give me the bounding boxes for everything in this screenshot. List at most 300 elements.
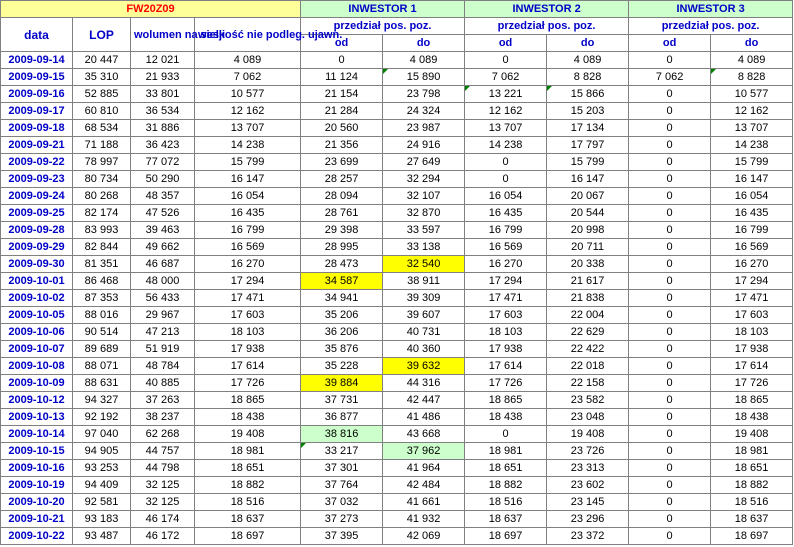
inwestor-3-do-cell[interactable]: 16 799 — [711, 222, 793, 239]
inwestor-2-od-cell[interactable]: 0 — [465, 426, 547, 443]
lop-cell[interactable]: 86 468 — [73, 273, 131, 290]
date-cell[interactable]: 2009-10-22 — [1, 528, 73, 545]
inwestor-2-do-cell[interactable]: 21 838 — [547, 290, 629, 307]
inwestor-2-od-cell[interactable]: 17 726 — [465, 375, 547, 392]
lop-cell[interactable]: 81 351 — [73, 256, 131, 273]
inwestor-2-do-cell[interactable]: 23 582 — [547, 392, 629, 409]
inwestor-3-od-cell[interactable]: 0 — [629, 290, 711, 307]
inwestor-1-do-cell[interactable]: 24 324 — [383, 103, 465, 120]
inwestor-2-do-cell[interactable]: 20 998 — [547, 222, 629, 239]
inwestor-3-od-cell[interactable]: 0 — [629, 392, 711, 409]
inwestor-1-do-cell[interactable]: 37 962 — [383, 443, 465, 460]
lop-cell[interactable]: 35 310 — [73, 69, 131, 86]
inwestor-3-od-cell[interactable]: 0 — [629, 86, 711, 103]
inwestor-2-od-cell[interactable]: 7 062 — [465, 69, 547, 86]
volume-cell[interactable]: 37 263 — [131, 392, 195, 409]
inwestor-3-do-cell[interactable]: 17 614 — [711, 358, 793, 375]
inwestor-3-od-cell[interactable]: 0 — [629, 103, 711, 120]
inwestor-2-do-cell[interactable]: 20 067 — [547, 188, 629, 205]
inwestor-3-do-cell[interactable]: 18 865 — [711, 392, 793, 409]
threshold-cell[interactable]: 17 294 — [195, 273, 301, 290]
threshold-cell[interactable]: 18 516 — [195, 494, 301, 511]
lop-cell[interactable]: 89 689 — [73, 341, 131, 358]
lop-cell[interactable]: 97 040 — [73, 426, 131, 443]
volume-cell[interactable]: 47 526 — [131, 205, 195, 222]
inwestor-3-od-cell[interactable]: 0 — [629, 52, 711, 69]
inwestor-2-do-cell[interactable]: 22 422 — [547, 341, 629, 358]
lop-cell[interactable]: 71 188 — [73, 137, 131, 154]
inwestor-1-od-cell[interactable]: 28 761 — [301, 205, 383, 222]
inwestor-3-od-cell[interactable]: 0 — [629, 494, 711, 511]
threshold-cell[interactable]: 18 103 — [195, 324, 301, 341]
lop-cell[interactable]: 93 487 — [73, 528, 131, 545]
date-cell[interactable]: 2009-10-06 — [1, 324, 73, 341]
inwestor-2-do-header[interactable]: do — [547, 35, 629, 52]
threshold-cell[interactable]: 18 981 — [195, 443, 301, 460]
lop-cell[interactable]: 94 905 — [73, 443, 131, 460]
threshold-cell[interactable]: 10 577 — [195, 86, 301, 103]
date-cell[interactable]: 2009-10-21 — [1, 511, 73, 528]
inwestor-1-od-cell[interactable]: 20 560 — [301, 120, 383, 137]
threshold-cell[interactable]: 17 726 — [195, 375, 301, 392]
volume-cell[interactable]: 47 213 — [131, 324, 195, 341]
inwestor-3-do-cell[interactable]: 16 147 — [711, 171, 793, 188]
inwestor-2-od-cell[interactable]: 18 651 — [465, 460, 547, 477]
inwestor-1-od-cell[interactable]: 36 206 — [301, 324, 383, 341]
inwestor-1-od-header[interactable]: od — [301, 35, 383, 52]
inwestor-1-od-cell[interactable]: 21 154 — [301, 86, 383, 103]
inwestor-1-od-cell[interactable]: 37 032 — [301, 494, 383, 511]
inwestor-1-do-cell[interactable]: 41 964 — [383, 460, 465, 477]
inwestor-1-od-cell[interactable]: 37 273 — [301, 511, 383, 528]
threshold-cell[interactable]: 16 270 — [195, 256, 301, 273]
inwestor-1-od-cell[interactable]: 37 301 — [301, 460, 383, 477]
threshold-cell[interactable]: 15 799 — [195, 154, 301, 171]
inwestor-3-od-cell[interactable]: 0 — [629, 120, 711, 137]
threshold-cell[interactable]: 14 238 — [195, 137, 301, 154]
inwestor-3-do-cell[interactable]: 17 471 — [711, 290, 793, 307]
inwestor-3-do-cell[interactable]: 4 089 — [711, 52, 793, 69]
date-cell[interactable]: 2009-10-01 — [1, 273, 73, 290]
inwestor-1-do-cell[interactable]: 4 089 — [383, 52, 465, 69]
inwestor-3-od-cell[interactable]: 0 — [629, 460, 711, 477]
inwestor-2-do-cell[interactable]: 20 338 — [547, 256, 629, 273]
inwestor-2-od-cell[interactable]: 13 221 — [465, 86, 547, 103]
inwestor-3-od-cell[interactable]: 0 — [629, 358, 711, 375]
inwestor-1-do-cell[interactable]: 42 447 — [383, 392, 465, 409]
inwestor-1-do-cell[interactable]: 44 316 — [383, 375, 465, 392]
inwestor-3-do-cell[interactable]: 15 799 — [711, 154, 793, 171]
inwestor-1-od-cell[interactable]: 39 884 — [301, 375, 383, 392]
inwestor-3-do-cell[interactable]: 17 603 — [711, 307, 793, 324]
inwestor-2-do-cell[interactable]: 22 158 — [547, 375, 629, 392]
inwestor-1-do-cell[interactable]: 39 632 — [383, 358, 465, 375]
inwestor-3-od-cell[interactable]: 0 — [629, 477, 711, 494]
inwestor-3-range-header[interactable]: przedział pos. poz. — [629, 18, 793, 35]
date-cell[interactable]: 2009-09-15 — [1, 69, 73, 86]
inwestor-3-od-cell[interactable]: 0 — [629, 528, 711, 545]
inwestor-2-od-cell[interactable]: 18 438 — [465, 409, 547, 426]
date-cell[interactable]: 2009-10-16 — [1, 460, 73, 477]
lop-cell[interactable]: 94 327 — [73, 392, 131, 409]
inwestor-3-do-cell[interactable]: 18 637 — [711, 511, 793, 528]
inwestor-1-od-cell[interactable]: 28 473 — [301, 256, 383, 273]
inwestor-1-od-cell[interactable]: 23 699 — [301, 154, 383, 171]
lop-cell[interactable]: 88 631 — [73, 375, 131, 392]
inwestor-1-do-header[interactable]: do — [383, 35, 465, 52]
lop-cell[interactable]: 78 997 — [73, 154, 131, 171]
inwestor-3-do-cell[interactable]: 16 054 — [711, 188, 793, 205]
inwestor-2-od-cell[interactable]: 18 637 — [465, 511, 547, 528]
inwestor-3-od-cell[interactable]: 7 062 — [629, 69, 711, 86]
lop-cell[interactable]: 82 844 — [73, 239, 131, 256]
date-cell[interactable]: 2009-10-15 — [1, 443, 73, 460]
inwestor-2-od-cell[interactable]: 17 938 — [465, 341, 547, 358]
date-cell[interactable]: 2009-09-17 — [1, 103, 73, 120]
inwestor-3-od-cell[interactable]: 0 — [629, 375, 711, 392]
inwestor-3-do-cell[interactable]: 16 435 — [711, 205, 793, 222]
inwestor-3-do-cell[interactable]: 16 270 — [711, 256, 793, 273]
inwestor-1-od-cell[interactable]: 37 731 — [301, 392, 383, 409]
inwestor-1-od-cell[interactable]: 33 217 — [301, 443, 383, 460]
inwestor-1-do-cell[interactable]: 33 597 — [383, 222, 465, 239]
volume-cell[interactable]: 48 784 — [131, 358, 195, 375]
date-cell[interactable]: 2009-09-16 — [1, 86, 73, 103]
inwestor-1-od-cell[interactable]: 21 356 — [301, 137, 383, 154]
volume-cell[interactable]: 12 021 — [131, 52, 195, 69]
inwestor-2-do-cell[interactable]: 21 617 — [547, 273, 629, 290]
inwestor-1-do-cell[interactable]: 40 360 — [383, 341, 465, 358]
inwestor-1-do-cell[interactable]: 41 486 — [383, 409, 465, 426]
inwestor-2-od-cell[interactable]: 17 614 — [465, 358, 547, 375]
inwestor-2-do-cell[interactable]: 15 203 — [547, 103, 629, 120]
lop-cell[interactable]: 52 885 — [73, 86, 131, 103]
threshold-cell[interactable]: 13 707 — [195, 120, 301, 137]
inwestor-2-do-cell[interactable]: 23 372 — [547, 528, 629, 545]
date-cell[interactable]: 2009-10-14 — [1, 426, 73, 443]
inwestor-3-do-cell[interactable]: 18 882 — [711, 477, 793, 494]
inwestor-3-do-cell[interactable]: 18 651 — [711, 460, 793, 477]
inwestor-2-do-cell[interactable]: 16 147 — [547, 171, 629, 188]
volume-cell[interactable]: 39 463 — [131, 222, 195, 239]
inwestor-2-range-header[interactable]: przedział pos. poz. — [465, 18, 629, 35]
inwestor-1-do-cell[interactable]: 33 138 — [383, 239, 465, 256]
lop-cell[interactable]: 88 071 — [73, 358, 131, 375]
inwestor-2-do-cell[interactable]: 22 018 — [547, 358, 629, 375]
volume-cell[interactable]: 21 933 — [131, 69, 195, 86]
inwestor-2-od-cell[interactable]: 16 270 — [465, 256, 547, 273]
inwestor-2-od-cell[interactable]: 18 516 — [465, 494, 547, 511]
inwestor-1-od-cell[interactable]: 28 094 — [301, 188, 383, 205]
inwestor-2-od-cell[interactable]: 18 697 — [465, 528, 547, 545]
threshold-cell[interactable]: 16 569 — [195, 239, 301, 256]
volume-cell[interactable]: 62 268 — [131, 426, 195, 443]
inwestor-1-do-cell[interactable]: 32 540 — [383, 256, 465, 273]
inwestor-3-do-cell[interactable]: 18 516 — [711, 494, 793, 511]
col-header-data[interactable]: data — [1, 18, 73, 52]
inwestor-2-od-cell[interactable]: 18 882 — [465, 477, 547, 494]
threshold-cell[interactable]: 17 603 — [195, 307, 301, 324]
inwestor-2-od-cell[interactable]: 18 981 — [465, 443, 547, 460]
inwestor-3-do-cell[interactable]: 18 438 — [711, 409, 793, 426]
volume-cell[interactable]: 46 172 — [131, 528, 195, 545]
inwestor-1-do-cell[interactable]: 15 890 — [383, 69, 465, 86]
threshold-cell[interactable]: 18 882 — [195, 477, 301, 494]
inwestor-3-do-cell[interactable]: 17 726 — [711, 375, 793, 392]
inwestor-3-do-cell[interactable]: 8 828 — [711, 69, 793, 86]
date-cell[interactable]: 2009-10-08 — [1, 358, 73, 375]
inwestor-1-od-cell[interactable]: 35 228 — [301, 358, 383, 375]
volume-cell[interactable]: 31 886 — [131, 120, 195, 137]
inwestor-3-do-cell[interactable]: 16 569 — [711, 239, 793, 256]
inwestor-2-do-cell[interactable]: 17 797 — [547, 137, 629, 154]
lop-cell[interactable]: 83 993 — [73, 222, 131, 239]
threshold-cell[interactable]: 7 062 — [195, 69, 301, 86]
inwestor-3-do-cell[interactable]: 18 981 — [711, 443, 793, 460]
inwestor-2-do-cell[interactable]: 4 089 — [547, 52, 629, 69]
inwestor-3-od-cell[interactable]: 0 — [629, 511, 711, 528]
inwestor-1-do-cell[interactable]: 42 069 — [383, 528, 465, 545]
inwestor-2-do-cell[interactable]: 23 048 — [547, 409, 629, 426]
inwestor-3-do-cell[interactable]: 18 103 — [711, 324, 793, 341]
inwestor-1-od-cell[interactable]: 38 816 — [301, 426, 383, 443]
inwestor-2-od-cell[interactable]: 18 103 — [465, 324, 547, 341]
inwestor-3-od-cell[interactable]: 0 — [629, 273, 711, 290]
inwestor-2-do-cell[interactable]: 22 629 — [547, 324, 629, 341]
inwestor-3-od-cell[interactable]: 0 — [629, 409, 711, 426]
volume-cell[interactable]: 33 801 — [131, 86, 195, 103]
inwestor-2-od-cell[interactable]: 17 471 — [465, 290, 547, 307]
inwestor-1-od-cell[interactable]: 35 206 — [301, 307, 383, 324]
date-cell[interactable]: 2009-10-07 — [1, 341, 73, 358]
lop-cell[interactable]: 68 534 — [73, 120, 131, 137]
threshold-cell[interactable]: 4 089 — [195, 52, 301, 69]
inwestor-3-do-header[interactable]: do — [711, 35, 793, 52]
inwestor-1-do-cell[interactable]: 39 309 — [383, 290, 465, 307]
inwestor-3-do-cell[interactable]: 13 707 — [711, 120, 793, 137]
threshold-cell[interactable]: 16 054 — [195, 188, 301, 205]
date-cell[interactable]: 2009-09-24 — [1, 188, 73, 205]
inwestor-1-od-cell[interactable]: 34 587 — [301, 273, 383, 290]
inwestor-3-do-cell[interactable]: 18 697 — [711, 528, 793, 545]
inwestor-1-range-header[interactable]: przedział pos. poz. — [301, 18, 465, 35]
threshold-cell[interactable]: 18 438 — [195, 409, 301, 426]
inwestor-2-od-cell[interactable]: 16 569 — [465, 239, 547, 256]
inwestor-1-od-cell[interactable]: 37 395 — [301, 528, 383, 545]
inwestor-1-od-cell[interactable]: 37 764 — [301, 477, 383, 494]
volume-cell[interactable]: 48 000 — [131, 273, 195, 290]
inwestor-2-od-cell[interactable]: 17 603 — [465, 307, 547, 324]
volume-cell[interactable]: 29 967 — [131, 307, 195, 324]
inwestor-3-od-cell[interactable]: 0 — [629, 341, 711, 358]
volume-cell[interactable]: 50 290 — [131, 171, 195, 188]
threshold-cell[interactable]: 16 147 — [195, 171, 301, 188]
group-inwestor-3[interactable]: INWESTOR 3 — [629, 1, 793, 18]
inwestor-1-od-cell[interactable]: 34 941 — [301, 290, 383, 307]
volume-cell[interactable]: 77 072 — [131, 154, 195, 171]
inwestor-3-do-cell[interactable]: 12 162 — [711, 103, 793, 120]
inwestor-3-do-cell[interactable]: 10 577 — [711, 86, 793, 103]
inwestor-1-do-cell[interactable]: 38 911 — [383, 273, 465, 290]
date-cell[interactable]: 2009-09-21 — [1, 137, 73, 154]
inwestor-1-do-cell[interactable]: 24 916 — [383, 137, 465, 154]
inwestor-3-od-cell[interactable]: 0 — [629, 205, 711, 222]
inwestor-2-od-cell[interactable]: 0 — [465, 52, 547, 69]
inwestor-1-od-cell[interactable]: 36 877 — [301, 409, 383, 426]
inwestor-1-od-cell[interactable]: 0 — [301, 52, 383, 69]
date-cell[interactable]: 2009-10-20 — [1, 494, 73, 511]
inwestor-2-od-cell[interactable]: 12 162 — [465, 103, 547, 120]
inwestor-1-do-cell[interactable]: 40 731 — [383, 324, 465, 341]
threshold-cell[interactable]: 16 799 — [195, 222, 301, 239]
inwestor-1-od-cell[interactable]: 11 124 — [301, 69, 383, 86]
inwestor-2-do-cell[interactable]: 23 602 — [547, 477, 629, 494]
inwestor-2-od-cell[interactable]: 16 054 — [465, 188, 547, 205]
inwestor-1-do-cell[interactable]: 41 661 — [383, 494, 465, 511]
volume-cell[interactable]: 36 534 — [131, 103, 195, 120]
group-inwestor-1[interactable]: INWESTOR 1 — [301, 1, 465, 18]
inwestor-2-do-cell[interactable]: 23 726 — [547, 443, 629, 460]
date-cell[interactable]: 2009-10-09 — [1, 375, 73, 392]
volume-cell[interactable]: 49 662 — [131, 239, 195, 256]
volume-cell[interactable]: 56 433 — [131, 290, 195, 307]
date-cell[interactable]: 2009-10-12 — [1, 392, 73, 409]
inwestor-3-do-cell[interactable]: 17 294 — [711, 273, 793, 290]
inwestor-1-do-cell[interactable]: 32 294 — [383, 171, 465, 188]
inwestor-1-do-cell[interactable]: 32 107 — [383, 188, 465, 205]
col-header-lop[interactable]: LOP — [73, 18, 131, 52]
inwestor-1-od-cell[interactable]: 28 995 — [301, 239, 383, 256]
inwestor-2-do-cell[interactable]: 15 799 — [547, 154, 629, 171]
inwestor-1-do-cell[interactable]: 42 484 — [383, 477, 465, 494]
inwestor-3-od-cell[interactable]: 0 — [629, 171, 711, 188]
threshold-cell[interactable]: 18 697 — [195, 528, 301, 545]
lop-cell[interactable]: 92 192 — [73, 409, 131, 426]
threshold-cell[interactable]: 18 651 — [195, 460, 301, 477]
threshold-cell[interactable]: 12 162 — [195, 103, 301, 120]
date-cell[interactable]: 2009-10-02 — [1, 290, 73, 307]
inwestor-2-do-cell[interactable]: 17 134 — [547, 120, 629, 137]
volume-cell[interactable]: 36 423 — [131, 137, 195, 154]
inwestor-2-od-cell[interactable]: 16 799 — [465, 222, 547, 239]
inwestor-2-od-cell[interactable]: 0 — [465, 154, 547, 171]
inwestor-2-do-cell[interactable]: 23 313 — [547, 460, 629, 477]
inwestor-3-od-cell[interactable]: 0 — [629, 188, 711, 205]
inwestor-2-do-cell[interactable]: 23 296 — [547, 511, 629, 528]
inwestor-3-od-cell[interactable]: 0 — [629, 239, 711, 256]
threshold-cell[interactable]: 16 435 — [195, 205, 301, 222]
inwestor-2-od-cell[interactable]: 13 707 — [465, 120, 547, 137]
inwestor-3-do-cell[interactable]: 19 408 — [711, 426, 793, 443]
date-cell[interactable]: 2009-09-22 — [1, 154, 73, 171]
date-cell[interactable]: 2009-10-05 — [1, 307, 73, 324]
inwestor-1-do-cell[interactable]: 32 870 — [383, 205, 465, 222]
inwestor-1-od-cell[interactable]: 21 284 — [301, 103, 383, 120]
volume-cell[interactable]: 32 125 — [131, 477, 195, 494]
inwestor-1-od-cell[interactable]: 28 257 — [301, 171, 383, 188]
inwestor-3-od-cell[interactable]: 0 — [629, 426, 711, 443]
date-cell[interactable]: 2009-09-30 — [1, 256, 73, 273]
threshold-cell[interactable]: 18 865 — [195, 392, 301, 409]
date-cell[interactable]: 2009-10-19 — [1, 477, 73, 494]
lop-cell[interactable]: 60 810 — [73, 103, 131, 120]
inwestor-3-od-cell[interactable]: 0 — [629, 307, 711, 324]
date-cell[interactable]: 2009-09-18 — [1, 120, 73, 137]
lop-cell[interactable]: 87 353 — [73, 290, 131, 307]
group-inwestor-2[interactable]: INWESTOR 2 — [465, 1, 629, 18]
lop-cell[interactable]: 90 514 — [73, 324, 131, 341]
lop-cell[interactable]: 80 734 — [73, 171, 131, 188]
volume-cell[interactable]: 46 687 — [131, 256, 195, 273]
volume-cell[interactable]: 51 919 — [131, 341, 195, 358]
inwestor-2-od-cell[interactable]: 0 — [465, 171, 547, 188]
lop-cell[interactable]: 92 581 — [73, 494, 131, 511]
lop-cell[interactable]: 80 268 — [73, 188, 131, 205]
group-fw20z09[interactable]: FW20Z09 — [1, 1, 301, 18]
volume-cell[interactable]: 40 885 — [131, 375, 195, 392]
lop-cell[interactable]: 93 183 — [73, 511, 131, 528]
inwestor-1-do-cell[interactable]: 23 987 — [383, 120, 465, 137]
inwestor-2-od-header[interactable]: od — [465, 35, 547, 52]
inwestor-1-od-cell[interactable]: 35 876 — [301, 341, 383, 358]
inwestor-2-od-cell[interactable]: 14 238 — [465, 137, 547, 154]
inwestor-2-do-cell[interactable]: 15 866 — [547, 86, 629, 103]
col-header-wielkosc[interactable]: wielkość nie podleg. ujawn. — [195, 18, 301, 52]
date-cell[interactable]: 2009-10-13 — [1, 409, 73, 426]
inwestor-2-od-cell[interactable]: 16 435 — [465, 205, 547, 222]
inwestor-3-od-cell[interactable]: 0 — [629, 154, 711, 171]
date-cell[interactable]: 2009-09-14 — [1, 52, 73, 69]
inwestor-1-do-cell[interactable]: 23 798 — [383, 86, 465, 103]
inwestor-3-od-cell[interactable]: 0 — [629, 137, 711, 154]
lop-cell[interactable]: 88 016 — [73, 307, 131, 324]
inwestor-2-do-cell[interactable]: 20 711 — [547, 239, 629, 256]
date-cell[interactable]: 2009-09-23 — [1, 171, 73, 188]
inwestor-3-do-cell[interactable]: 14 238 — [711, 137, 793, 154]
inwestor-2-od-cell[interactable]: 18 865 — [465, 392, 547, 409]
inwestor-3-od-cell[interactable]: 0 — [629, 324, 711, 341]
inwestor-1-od-cell[interactable]: 29 398 — [301, 222, 383, 239]
volume-cell[interactable]: 46 174 — [131, 511, 195, 528]
volume-cell[interactable]: 48 357 — [131, 188, 195, 205]
date-cell[interactable]: 2009-09-25 — [1, 205, 73, 222]
inwestor-3-od-cell[interactable]: 0 — [629, 443, 711, 460]
inwestor-3-od-header[interactable]: od — [629, 35, 711, 52]
threshold-cell[interactable]: 17 938 — [195, 341, 301, 358]
threshold-cell[interactable]: 17 471 — [195, 290, 301, 307]
lop-cell[interactable]: 94 409 — [73, 477, 131, 494]
inwestor-2-do-cell[interactable]: 23 145 — [547, 494, 629, 511]
threshold-cell[interactable]: 18 637 — [195, 511, 301, 528]
volume-cell[interactable]: 44 757 — [131, 443, 195, 460]
inwestor-3-od-cell[interactable]: 0 — [629, 256, 711, 273]
inwestor-2-do-cell[interactable]: 19 408 — [547, 426, 629, 443]
volume-cell[interactable]: 32 125 — [131, 494, 195, 511]
inwestor-1-do-cell[interactable]: 41 932 — [383, 511, 465, 528]
col-header-wolumen[interactable]: wolumen na sesji — [131, 18, 195, 52]
inwestor-2-od-cell[interactable]: 17 294 — [465, 273, 547, 290]
inwestor-3-od-cell[interactable]: 0 — [629, 222, 711, 239]
date-cell[interactable]: 2009-09-28 — [1, 222, 73, 239]
inwestor-3-do-cell[interactable]: 17 938 — [711, 341, 793, 358]
volume-cell[interactable]: 44 798 — [131, 460, 195, 477]
inwestor-2-do-cell[interactable]: 8 828 — [547, 69, 629, 86]
threshold-cell[interactable]: 17 614 — [195, 358, 301, 375]
inwestor-1-do-cell[interactable]: 39 607 — [383, 307, 465, 324]
threshold-cell[interactable]: 19 408 — [195, 426, 301, 443]
lop-cell[interactable]: 93 253 — [73, 460, 131, 477]
volume-cell[interactable]: 38 237 — [131, 409, 195, 426]
